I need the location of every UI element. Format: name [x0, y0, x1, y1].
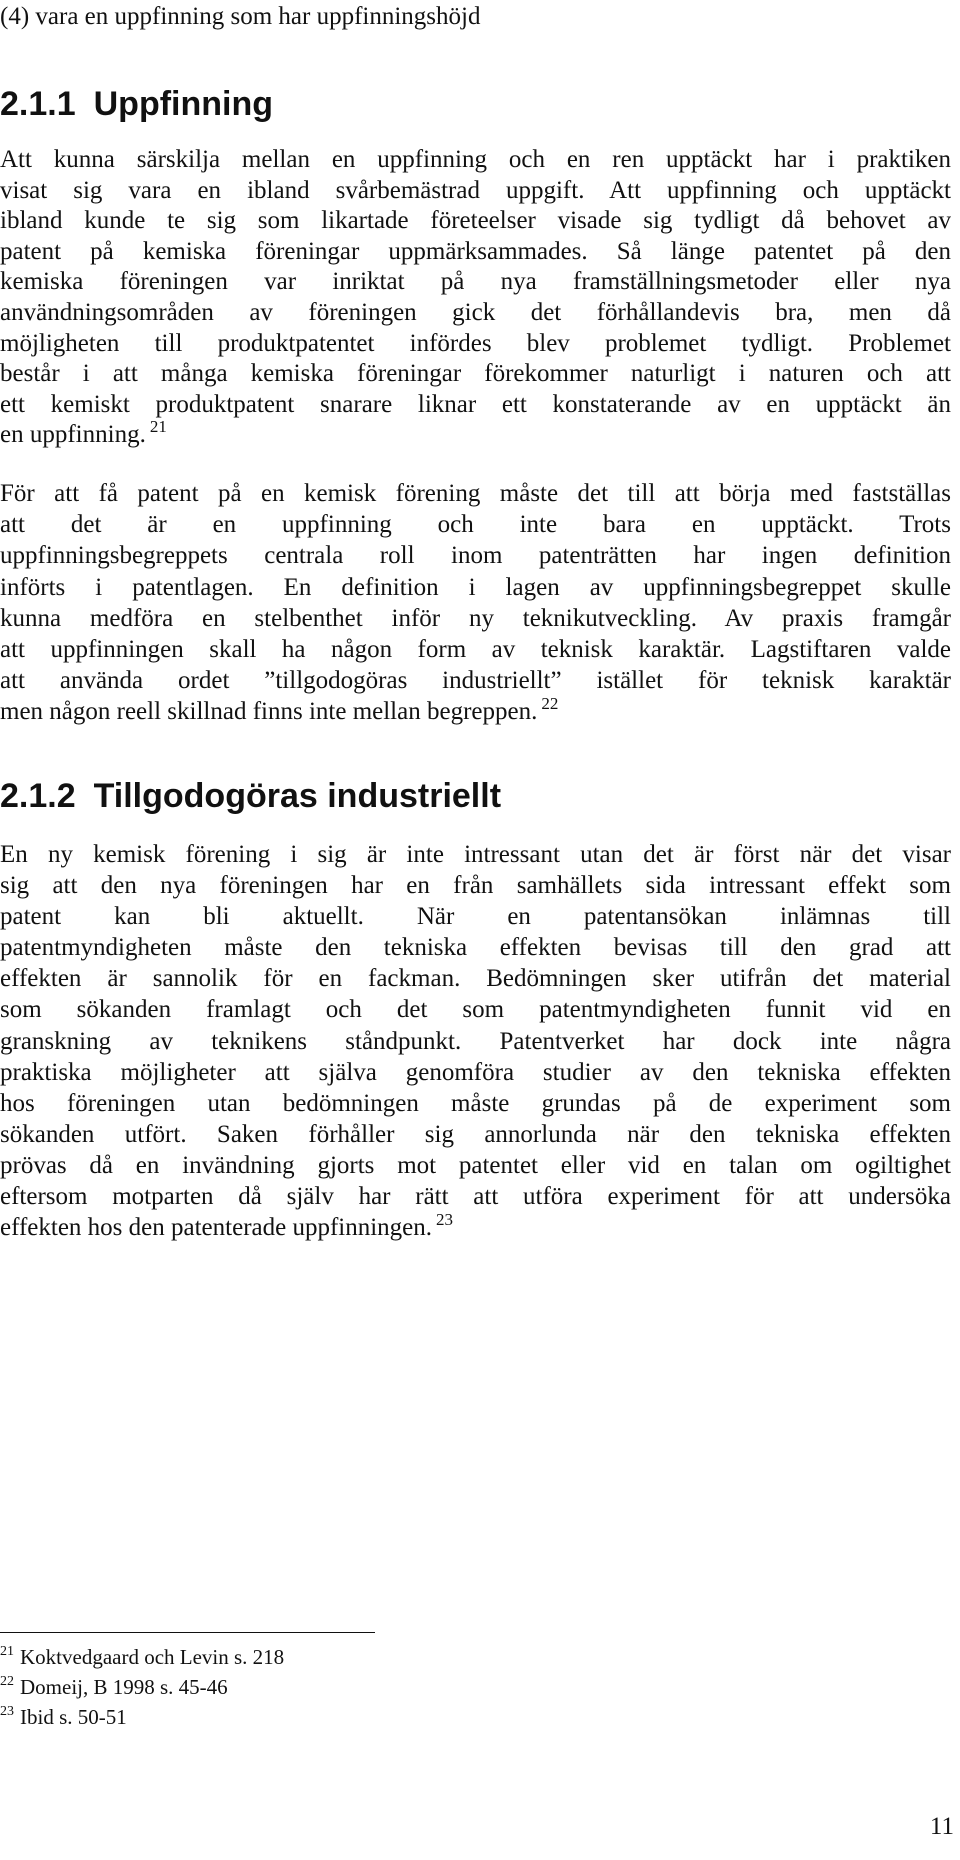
text-line: eftersom motparten då själv har rätt att utföra experiment för att undersöka: [0, 1183, 951, 1211]
text-line-content: men någon reell skillnad finns inte mellan begreppen.: [0, 698, 538, 726]
section-heading-uppfinning: [0, 84, 273, 124]
text-line: Att kunna särskilja mellan en uppfinning och en ren upptäckt har i praktiken: [0, 146, 951, 173]
paragraph-uppfinning-2: [0, 478, 951, 728]
text-line: införts i patentlagen. En definition i lagen av uppfinningsbegreppet skulle: [0, 573, 951, 601]
footnote-text: Ibid s. 50-51: [20, 1705, 127, 1729]
footnote-text: Koktvedgaard och Levin s. 218: [20, 1645, 285, 1669]
footnote-number: 22: [0, 1674, 14, 1689]
text-line: att det är en uppfinning och inte bara en upptäckt. Trots: [0, 511, 951, 539]
text-line: sig att den nya föreningen har en från samhällets sida intressant effekt som: [0, 872, 951, 900]
text-line: ett kemiskt produktpatent snarare liknar ett konstaterande av en upptäckt än: [0, 390, 951, 418]
text-line: patent kan bli aktuellt. När en patentansökan inlämnas till: [0, 903, 951, 931]
text-line-content: effekten hos den patenterade uppfinningen.: [0, 1214, 433, 1242]
text-line: användningsområden av föreningen gick det förhållandevis bra, men då: [0, 298, 951, 326]
text-line: sökanden utfört. Saken förhåller sig annorlunda när den tekniska effekten: [0, 1120, 951, 1148]
footnote-item: [0, 1702, 600, 1732]
text-line: För att få patent på en kemisk förening måste det till att börja med fastställas: [0, 480, 951, 507]
footnote-number: 21: [0, 1644, 14, 1659]
footnote-reference: 23: [436, 1210, 454, 1230]
page-number: 11: [929, 1813, 954, 1840]
section-heading-tillgodogoras: [0, 776, 501, 816]
text-line: att använda ordet ”tillgodogöras industriellt” istället för teknisk karaktär: [0, 667, 951, 695]
text-line-content: en uppfinning.: [0, 421, 146, 449]
text-line: möjligheten till produktpatentet infördes blev problemet tydligt. Problemet: [0, 329, 951, 357]
text-line: [0, 1212, 951, 1243]
text-line: kunna medföra en stelbenthet inför ny teknikutveckling. Av praxis framgår: [0, 604, 951, 632]
section-title: Tillgodogöras industriellt: [93, 777, 502, 815]
footnote-text: Domeij, B 1998 s. 45-46: [20, 1675, 228, 1699]
footnote-number: 23: [0, 1704, 14, 1719]
text-line: består i att många kemiska föreningar förekommer naturligt i naturen och att: [0, 360, 951, 388]
intro-line: (4) vara en uppfinning som har uppfinningshöjd: [0, 3, 481, 30]
text-line: att uppfinningen skall ha någon form av teknisk karaktär. Lagstiftaren valde: [0, 636, 951, 664]
footnote-reference: 21: [149, 417, 167, 437]
footnote-reference: 22: [541, 694, 559, 714]
text-line: granskning av teknikens ståndpunkt. Patentverket har dock inte några: [0, 1027, 951, 1055]
footnote-item: [0, 1642, 600, 1672]
text-line: uppfinningsbegreppets centrala roll inom patenträtten har ingen definition: [0, 542, 951, 570]
text-line: ibland kunde te sig som likartade företeelser visade sig tydligt då behovet av: [0, 207, 951, 235]
section-title: Uppfinning: [93, 85, 274, 123]
text-line: visat sig vara en ibland svårbemästrad uppgift. Att uppfinning och upptäckt: [0, 176, 951, 204]
footnote-divider: [0, 1632, 375, 1633]
text-line: patent på kemiska föreningar uppmärksammades. Så länge patentet på den: [0, 237, 951, 265]
paragraph-uppfinning-1: [0, 145, 951, 451]
text-line: En ny kemisk förening i sig är inte intressant utan det är först när det visar: [0, 841, 951, 868]
footnotes-list: [0, 1642, 600, 1732]
text-line: kemiska föreningen var inriktat på nya framställningsmetoder eller nya: [0, 268, 951, 296]
text-line: prövas då en invändning gjorts mot patentet eller vid en talan om ogiltighet: [0, 1151, 951, 1179]
footnote-item: [0, 1672, 600, 1702]
text-line: hos föreningen utan bedömningen måste grundas på de experiment som: [0, 1089, 951, 1117]
text-line: [0, 696, 951, 727]
section-number: 2.1.1: [0, 85, 76, 123]
text-line: patentmyndigheten måste den tekniska effekten bevisas till den grad att: [0, 934, 951, 962]
section-number: 2.1.2: [0, 777, 76, 815]
text-line: effekten är sannolik för en fackman. Bedömningen sker utifrån det material: [0, 965, 951, 993]
paragraph-tillgodogoras-1: [0, 839, 951, 1243]
text-line: [0, 417, 951, 451]
text-line: som sökanden framlagt och det som patentmyndigheten funnit vid en: [0, 996, 951, 1024]
text-line: praktiska möjligheter att själva genomföra studier av den tekniska effekten: [0, 1058, 951, 1086]
